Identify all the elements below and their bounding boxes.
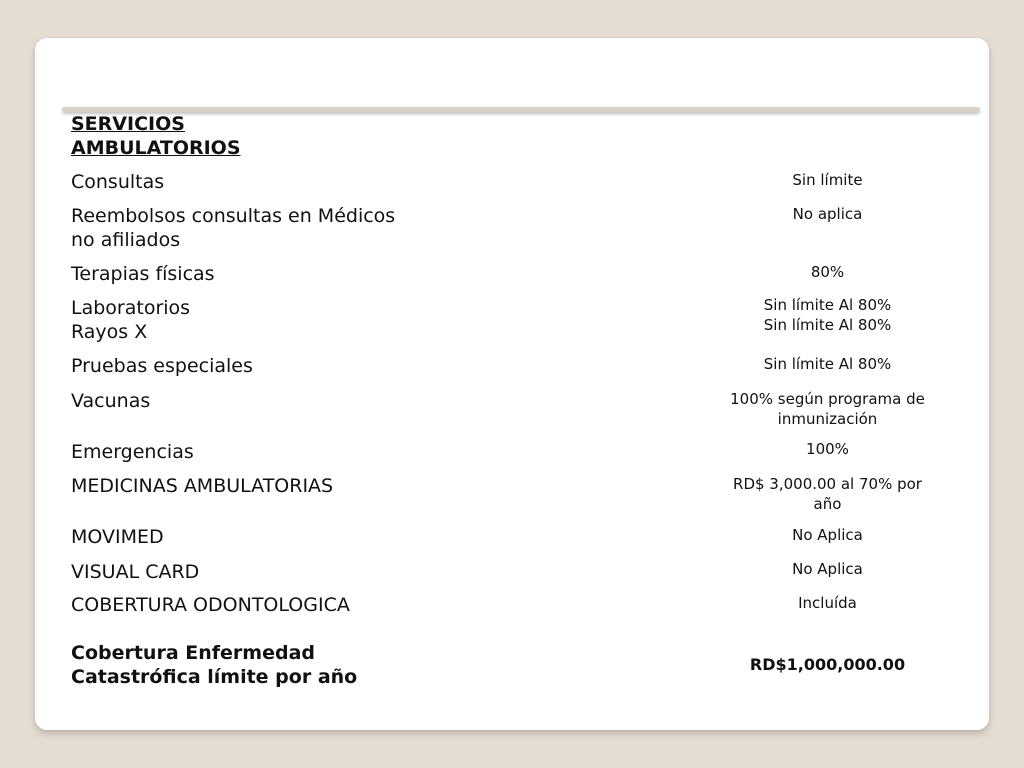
service-label-line: Reembolsos consultas en Médicos bbox=[71, 205, 396, 227]
service-label-line: Cobertura Enfermedad bbox=[71, 642, 316, 664]
service-label bbox=[71, 354, 431, 378]
service-label bbox=[71, 204, 431, 252]
coverage-value-line: 80% bbox=[810, 263, 845, 281]
coverage-value bbox=[700, 295, 955, 335]
coverage-value-line: año bbox=[813, 495, 842, 513]
service-label bbox=[71, 440, 431, 464]
service-label bbox=[71, 262, 431, 286]
service-label-line: COBERTURA ODONTOLOGICA bbox=[71, 594, 350, 616]
service-label bbox=[71, 296, 431, 344]
coverage-value bbox=[700, 389, 955, 429]
service-label bbox=[71, 389, 431, 413]
service-label-line: Vacunas bbox=[71, 390, 151, 412]
service-label-line: Rayos X bbox=[71, 321, 148, 343]
coverage-value bbox=[700, 170, 955, 190]
service-label bbox=[71, 641, 431, 689]
coverage-value-line: No Aplica bbox=[792, 560, 863, 578]
coverage-value-line: 100% según programa de bbox=[730, 390, 925, 408]
coverage-value-line: 100% bbox=[806, 440, 849, 458]
service-label-line: Laboratorios bbox=[71, 297, 191, 319]
service-label-line: Emergencias bbox=[71, 441, 194, 463]
coverage-value-line: No aplica bbox=[792, 205, 863, 223]
service-label-line: no afiliados bbox=[71, 229, 181, 251]
coverage-value-line: Sin límite bbox=[792, 171, 863, 189]
coverage-value-line: RD$ 3,000.00 al 70% por bbox=[733, 475, 922, 493]
coverage-value bbox=[700, 204, 955, 224]
coverage-value bbox=[700, 593, 955, 613]
coverage-value-line: RD$1,000,000.00 bbox=[749, 655, 906, 674]
service-label-line: VISUAL CARD bbox=[71, 561, 200, 583]
service-label-line: Catastrófica límite por año bbox=[71, 666, 358, 688]
service-label-line: SERVICIOS bbox=[71, 113, 185, 135]
coverage-value-line: Sin límite Al 80% bbox=[763, 296, 892, 314]
service-label-line: Terapias físicas bbox=[71, 263, 215, 285]
service-label bbox=[71, 112, 431, 160]
service-label-line: Consultas bbox=[71, 171, 165, 193]
service-label-line: MOVIMED bbox=[71, 526, 164, 548]
service-label-line: Pruebas especiales bbox=[71, 355, 253, 377]
coverage-value bbox=[700, 559, 955, 579]
coverage-value-line: No Aplica bbox=[792, 526, 863, 544]
service-label bbox=[71, 560, 431, 584]
coverage-value bbox=[700, 439, 955, 459]
coverage-value bbox=[700, 525, 955, 545]
service-label bbox=[71, 474, 431, 498]
coverage-value-line: Sin límite Al 80% bbox=[763, 355, 892, 373]
coverage-value bbox=[700, 262, 955, 282]
service-label bbox=[71, 170, 431, 194]
coverage-value-line: Incluída bbox=[798, 594, 857, 612]
service-label-line: MEDICINAS AMBULATORIAS bbox=[71, 475, 334, 497]
coverage-value bbox=[700, 354, 955, 374]
service-label bbox=[71, 593, 431, 617]
coverage-value-line: inmunización bbox=[777, 410, 878, 428]
coverage-value bbox=[700, 655, 955, 675]
service-label-line: AMBULATORIOS bbox=[71, 137, 241, 159]
coverage-value bbox=[700, 474, 955, 514]
service-label bbox=[71, 525, 431, 549]
coverage-value-line: Sin límite Al 80% bbox=[763, 316, 892, 334]
